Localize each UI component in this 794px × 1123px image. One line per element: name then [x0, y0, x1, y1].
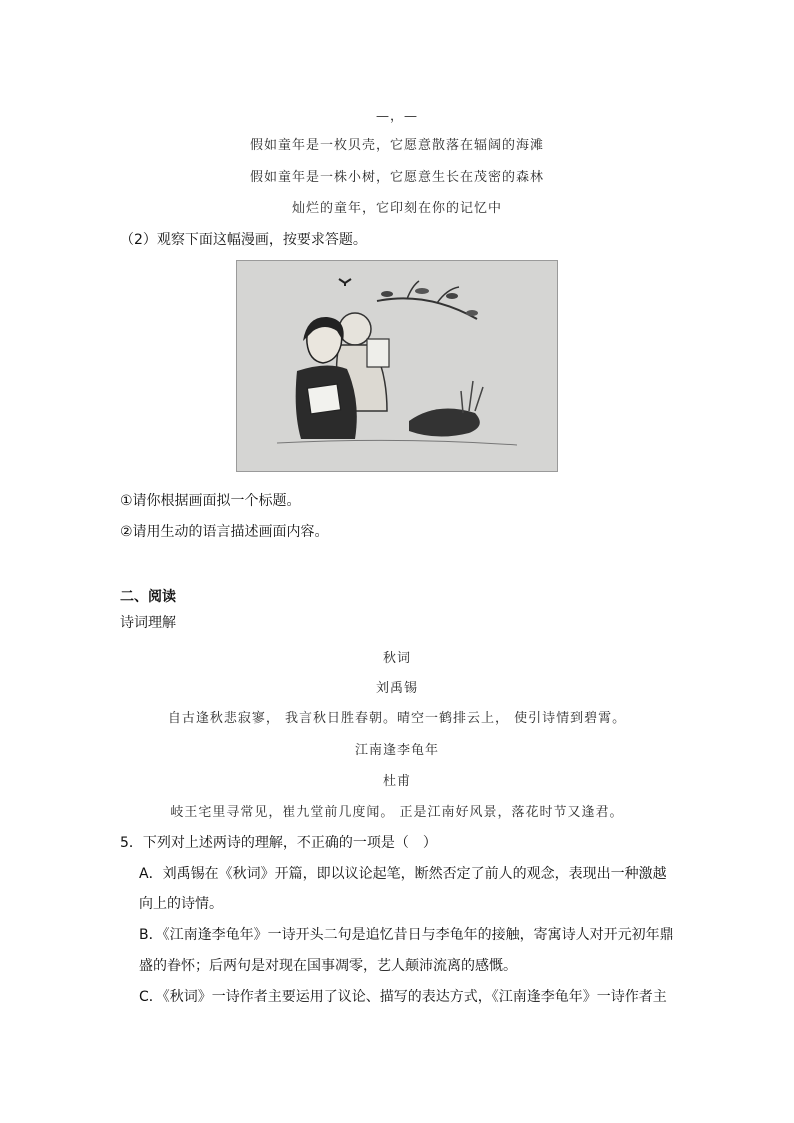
option-b-line-2: 盛的眷怀；后两句是对现在国事凋零，艺人颠沛流离的感慨。 — [139, 958, 517, 974]
poem-line-3: 灿烂的童年，它印刻在你的记忆中 — [291, 201, 502, 216]
poem2-title: 江南逢李龟年 — [354, 743, 439, 758]
poem-line-1: 假如童年是一枚贝壳，它愿意散落在辐阔的海滩 — [249, 138, 544, 153]
option-a-line-2: 向上的诗情。 — [139, 896, 223, 912]
poem2-text: 岐王宅里寻常见，崔九堂前几度闻。 正是江南好风景，落花时节又逢君。 — [170, 805, 624, 820]
question-2-prompt: （2）观察下面这幅漫画，按要求答题。 — [120, 232, 367, 248]
section-heading: 二、阅读 — [120, 589, 176, 605]
question-2-sub-1: ①请你根据画面拟一个标题。 — [120, 493, 301, 509]
option-b-line-1: B．《江南逢李龟年》一诗开头二句是追忆昔日与李龟年的接触，寄寓诗人对开元初年鼎 — [139, 927, 674, 943]
poem1-author: 刘禹锡 — [375, 681, 418, 696]
section-subheading: 诗词理解 — [120, 615, 176, 631]
question-2-sub-2: ②请用生动的语言描述画面内容。 — [120, 524, 329, 540]
option-c-line-1: C．《秋词》一诗作者主要运用了议论、描写的表达方式，《江南逢李龟年》一诗作者主 — [139, 989, 667, 1005]
cartoon-illustration — [236, 260, 558, 472]
option-a-line-1: A．刘禹锡在《秋词》开篇，即以议论起笔，断然否定了前人的观念，表现出一种激越 — [139, 866, 667, 882]
poem1-title: 秋词 — [382, 651, 411, 666]
poem-mark: —，— — [375, 109, 418, 124]
poem2-author: 杜甫 — [382, 774, 411, 789]
poem1-text: 自古逢秋悲寂寥， 我言秋日胜春朝。晴空一鹤排云上， 使引诗情到碧霄。 — [167, 711, 627, 726]
question-5-stem: 5．下列对上述两诗的理解，不正确的一项是（ ） — [120, 835, 437, 851]
poem-line-2: 假如童年是一株小树，它愿意生长在茂密的森林 — [249, 170, 544, 185]
